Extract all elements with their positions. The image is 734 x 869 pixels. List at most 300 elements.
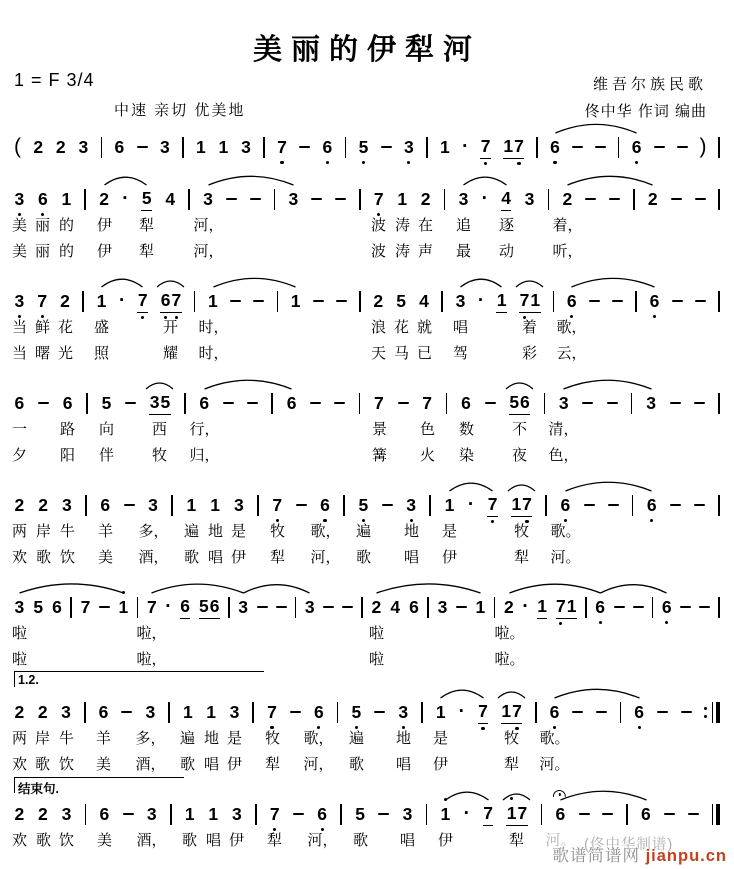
note xyxy=(458,188,469,210)
duration-dash xyxy=(381,146,392,149)
barline xyxy=(86,393,88,414)
lyric-syllable: 犁 xyxy=(513,549,530,566)
note-digit: 3 xyxy=(229,702,240,722)
lyric-syllable: 歌 xyxy=(34,756,51,773)
engraver-note: (佟中华制谱) xyxy=(584,837,674,853)
dash-stroke xyxy=(253,300,264,303)
lyric-syllable: 鲜 xyxy=(34,319,51,336)
barline xyxy=(585,597,587,618)
lyric-syllable: 歌 xyxy=(355,549,372,566)
note xyxy=(406,494,417,516)
duration-dash xyxy=(323,606,334,609)
note xyxy=(374,392,385,414)
augmentation-dot: · xyxy=(467,494,475,515)
note xyxy=(145,701,156,723)
music-system-3 xyxy=(11,267,720,365)
barline xyxy=(626,804,628,825)
duration-dash xyxy=(137,146,148,149)
slur-arc xyxy=(102,279,143,287)
note-digit: 6 xyxy=(461,393,471,413)
slur-arc xyxy=(146,383,173,389)
lyric-syllable: 牧 xyxy=(269,523,286,540)
octave-dot-low xyxy=(635,161,638,164)
dash-stroke xyxy=(223,402,234,405)
note xyxy=(203,188,214,210)
slur-arc xyxy=(214,278,296,287)
note-digit: 4 xyxy=(390,597,401,617)
barline-stroke xyxy=(84,189,86,210)
barline-stroke xyxy=(652,597,654,618)
note xyxy=(358,136,369,158)
note-digit: 5 xyxy=(358,494,369,516)
lyric-syllable: 唱 xyxy=(205,832,222,849)
note xyxy=(304,596,315,618)
lyric-syllable: 歌 xyxy=(35,832,52,849)
duration-dash xyxy=(657,711,668,714)
dash-stroke xyxy=(589,300,600,303)
note xyxy=(14,803,25,825)
barline-stroke xyxy=(252,702,254,723)
note xyxy=(646,494,657,516)
note xyxy=(595,596,606,618)
slur-tie-layer xyxy=(14,165,720,187)
duration-dash xyxy=(125,402,136,405)
lyric-syllable: 听， xyxy=(552,243,583,260)
note-digit: 6 xyxy=(649,290,660,312)
lyric-syllable: 云， xyxy=(556,345,587,362)
slur-arc xyxy=(516,281,543,287)
thick-stroke xyxy=(716,804,720,825)
note-digit: 6 xyxy=(99,804,110,824)
duration-dash xyxy=(677,146,688,149)
note-digit: 7 xyxy=(517,803,528,823)
dash-stroke xyxy=(398,402,409,405)
duration-dash xyxy=(230,300,241,303)
note xyxy=(14,494,25,516)
note-digit: 5 xyxy=(396,291,406,311)
note xyxy=(55,136,66,158)
slur-arc xyxy=(450,483,493,491)
lyric-syllable: 伊 xyxy=(96,217,113,234)
lyric-syllable: 彩 xyxy=(521,345,538,362)
barline-stroke xyxy=(535,702,537,723)
note-digit: 6 xyxy=(555,803,566,825)
duration-dash xyxy=(311,198,322,201)
note xyxy=(373,188,384,210)
dash-stroke xyxy=(596,711,607,714)
note-digit: 6 xyxy=(641,804,651,824)
barline-stroke xyxy=(194,291,196,312)
note xyxy=(37,701,48,723)
note-digit: 6 xyxy=(160,289,171,311)
note xyxy=(37,188,48,210)
barline xyxy=(631,393,633,414)
note-digit: 1 xyxy=(503,136,514,156)
dash-stroke xyxy=(299,146,310,149)
augmentation-dot: · xyxy=(119,290,126,311)
note xyxy=(195,136,206,158)
note xyxy=(646,392,657,414)
note xyxy=(475,596,486,618)
barline xyxy=(718,189,720,210)
dash-stroke xyxy=(699,606,710,609)
note xyxy=(159,136,170,158)
barline-stroke xyxy=(718,189,720,210)
lyric-syllable: 啦 xyxy=(11,625,28,642)
lyric-syllable: 岸 xyxy=(35,523,52,540)
note xyxy=(184,803,195,825)
lyric-syllable: 涛 xyxy=(394,243,411,260)
lyric-syllable: 欢 xyxy=(11,832,28,849)
lyric-syllable: 河。 xyxy=(545,832,576,849)
note-digit: 1 xyxy=(496,290,507,310)
note xyxy=(99,803,110,825)
note xyxy=(60,290,71,312)
augmentation-dot: · xyxy=(458,701,465,722)
note xyxy=(483,802,494,826)
barline-stroke xyxy=(295,597,297,618)
note-digit: 6 xyxy=(634,701,645,723)
dash-stroke xyxy=(378,813,389,816)
barline xyxy=(361,597,363,618)
dash-stroke xyxy=(671,198,682,201)
dash-stroke xyxy=(582,402,593,405)
barline xyxy=(553,291,555,312)
barline-stroke xyxy=(359,393,361,414)
note-digit: 3 xyxy=(406,494,417,516)
slur-tie-layer xyxy=(14,780,720,802)
lyric-syllable: 多， xyxy=(135,730,166,747)
dash-stroke xyxy=(614,606,625,609)
barline-stroke xyxy=(536,137,538,158)
octave-dot-low xyxy=(407,161,410,164)
note-digit: 3 xyxy=(238,597,248,617)
note xyxy=(511,493,532,517)
lyric-syllable: 歌 xyxy=(179,756,196,773)
barline xyxy=(228,597,230,618)
barline xyxy=(343,495,345,516)
lyric-syllable: 追 xyxy=(455,217,472,234)
tempo-marking: 中速 亲切 优美地 xyxy=(114,102,246,119)
note-digit: 6 xyxy=(317,803,328,825)
lyric-syllable: 啦 xyxy=(368,625,385,642)
dash-stroke xyxy=(310,402,321,405)
duration-dash xyxy=(485,402,496,405)
lyric-syllable: 牧 xyxy=(264,730,281,747)
lyric-syllable: 驾 xyxy=(452,345,469,362)
note xyxy=(641,803,652,825)
barline xyxy=(427,597,429,618)
dash-stroke xyxy=(123,813,134,816)
note-digit: 2 xyxy=(60,291,70,311)
notes-row xyxy=(14,700,720,724)
barline-stroke xyxy=(585,597,587,618)
barline xyxy=(359,189,361,210)
note-digit: 1 xyxy=(530,290,541,310)
duration-dash xyxy=(633,606,644,609)
note-digit: 3 xyxy=(78,137,89,157)
duration-dash xyxy=(680,606,691,609)
barline-stroke xyxy=(263,137,265,158)
lyric-syllable: 伊 xyxy=(432,756,449,773)
note-digit: 7 xyxy=(137,289,148,311)
barline-stroke xyxy=(70,597,72,618)
duration-dash xyxy=(695,300,706,303)
duration-dash xyxy=(579,813,590,816)
barline-stroke xyxy=(631,393,633,414)
lyric-syllable: 遍 xyxy=(179,730,196,747)
dash-stroke xyxy=(276,606,287,609)
note xyxy=(371,596,382,618)
dash-stroke xyxy=(609,198,620,201)
note-digit: 6 xyxy=(199,393,210,413)
barline-stroke xyxy=(544,393,546,414)
note-digit: 3 xyxy=(149,392,160,412)
barline-stroke xyxy=(184,393,186,414)
note-digit: 6 xyxy=(322,136,333,158)
barline xyxy=(426,804,428,825)
note xyxy=(409,596,420,618)
lyric-syllable: 耀 xyxy=(162,345,179,362)
lyric-syllable: 伊 xyxy=(230,549,247,566)
duration-dash xyxy=(313,300,324,303)
barline xyxy=(82,291,84,312)
lyric-syllable: 声 xyxy=(417,243,434,260)
duration-dash xyxy=(595,146,606,149)
dash-stroke xyxy=(633,606,644,609)
note xyxy=(33,136,44,158)
note xyxy=(519,289,540,313)
note-digit: 3 xyxy=(288,189,299,209)
note-digit: 5 xyxy=(160,392,171,412)
lyric-syllable: 岸 xyxy=(34,730,51,747)
note-digit: 4 xyxy=(501,188,511,208)
lyric-syllable: 马 xyxy=(393,345,410,362)
dash-stroke xyxy=(694,402,705,405)
note-digit: 4 xyxy=(419,291,429,311)
note xyxy=(313,701,324,723)
note-digit: 7 xyxy=(80,597,91,617)
thin-stroke xyxy=(712,702,714,723)
note-digit: 2 xyxy=(420,189,431,209)
barline-stroke xyxy=(635,291,637,312)
dash-stroke xyxy=(230,300,241,303)
notes-row xyxy=(14,187,720,211)
barline xyxy=(635,291,637,312)
dash-stroke xyxy=(124,504,135,507)
note-digit: 5 xyxy=(355,804,365,824)
dash-stroke xyxy=(125,402,136,405)
note xyxy=(524,188,535,210)
barline-stroke xyxy=(85,804,87,825)
lyric-syllable: 伊 xyxy=(228,832,245,849)
note-digit: 3 xyxy=(159,137,170,157)
slur-arc xyxy=(556,124,637,133)
lyric-syllable: 美 xyxy=(97,549,114,566)
lyric-syllable: 最 xyxy=(455,243,472,260)
dash-stroke xyxy=(137,146,148,149)
lyric-syllable: 的 xyxy=(58,243,75,260)
note-digit: 2 xyxy=(504,597,514,617)
augmentation-dot: · xyxy=(481,188,488,209)
duration-dash xyxy=(608,504,619,507)
duration-dash xyxy=(336,300,347,303)
note-digit: 3 xyxy=(14,188,25,210)
barline xyxy=(632,495,634,516)
thin-stroke xyxy=(712,804,714,825)
note xyxy=(397,188,408,210)
slur-tie-layer xyxy=(14,471,720,493)
duration-dash xyxy=(694,402,705,405)
lyric-syllable: 遍 xyxy=(355,523,372,540)
duration-dash xyxy=(382,504,393,507)
duration-dash xyxy=(572,146,583,149)
lyrics-row-2 xyxy=(11,240,720,263)
note-digit: 3 xyxy=(646,393,656,413)
note xyxy=(160,289,181,313)
barline xyxy=(255,804,257,825)
lyric-syllable: 河， xyxy=(193,243,224,260)
lyric-syllable: 美 xyxy=(96,832,113,849)
augmentation-dot: · xyxy=(463,803,470,824)
lyric-syllable: 波 xyxy=(370,217,387,234)
barline xyxy=(277,291,279,312)
barline-stroke xyxy=(545,495,547,516)
note xyxy=(562,188,573,210)
barline xyxy=(718,291,720,312)
note xyxy=(146,803,157,825)
note-digit: 7 xyxy=(556,595,567,617)
barline xyxy=(541,804,543,825)
note xyxy=(114,136,125,158)
fermata-icon xyxy=(553,790,566,797)
note xyxy=(509,391,530,415)
barline-stroke xyxy=(553,291,555,312)
note xyxy=(238,596,249,618)
barline-stroke xyxy=(620,702,622,723)
lyric-syllable: 歌 xyxy=(348,756,365,773)
lyric-syllable: 唱 xyxy=(403,549,420,566)
lyric-syllable: 涛 xyxy=(394,217,411,234)
note xyxy=(358,494,369,516)
barline xyxy=(544,393,546,414)
music-system-6 xyxy=(11,573,720,671)
note xyxy=(208,290,219,312)
note xyxy=(14,392,25,414)
notes-row xyxy=(14,391,720,415)
note xyxy=(461,392,472,414)
note-digit: 6 xyxy=(114,137,125,157)
barline-stroke xyxy=(228,597,230,618)
watermark-site-name: 歌谱简谱网 xyxy=(552,847,640,865)
music-system-1 xyxy=(14,113,720,159)
lyric-syllable: 动 xyxy=(498,243,515,260)
lyric-syllable: 犁 xyxy=(508,832,525,849)
lyric-syllable: 当 xyxy=(11,319,28,336)
slur-arc xyxy=(601,585,667,593)
barline-stroke xyxy=(337,702,339,723)
lyric-syllable: 多， xyxy=(138,523,169,540)
music-system-2 xyxy=(11,165,720,263)
dash-stroke xyxy=(572,146,583,149)
lyric-syllable: 地 xyxy=(207,523,224,540)
slur-arc xyxy=(503,794,530,800)
note-digit: 7 xyxy=(480,135,491,157)
barline xyxy=(184,393,186,414)
lyric-syllable: 景 xyxy=(371,421,388,438)
slur-arc xyxy=(209,176,294,185)
barline xyxy=(718,495,720,516)
note-digit: 6 xyxy=(595,596,606,618)
lyric-syllable: 河。 xyxy=(550,549,581,566)
note-digit: 1 xyxy=(96,291,107,311)
lyric-syllable: 牧 xyxy=(151,447,168,464)
note xyxy=(98,701,109,723)
lyric-syllable: 归， xyxy=(189,447,220,464)
barline xyxy=(633,189,635,210)
barline-stroke xyxy=(618,137,620,158)
slur-arc xyxy=(461,279,502,287)
note-digit: 6 xyxy=(100,495,111,515)
duration-dash xyxy=(699,606,710,609)
note-digit: 1 xyxy=(195,137,206,157)
note xyxy=(437,596,448,618)
slur-arc xyxy=(20,584,124,593)
lyric-syllable: 路 xyxy=(59,421,76,438)
duration-dash xyxy=(607,402,618,405)
slur-arc xyxy=(566,482,652,491)
barline-stroke xyxy=(441,291,443,312)
note-digit: 6 xyxy=(566,290,577,312)
duration-dash xyxy=(124,504,135,507)
lyric-syllable: 不 xyxy=(511,421,528,438)
slur-arc xyxy=(464,177,507,185)
note xyxy=(355,803,366,825)
song-source: 维吾尔族民歌 xyxy=(592,76,707,93)
note-digit: 7 xyxy=(269,803,280,825)
note-digit: 7 xyxy=(373,188,384,210)
lyric-syllable: 唱 xyxy=(399,832,416,849)
duration-dash xyxy=(582,402,593,405)
lyric-syllable: 酒， xyxy=(136,832,167,849)
duration-dash xyxy=(609,198,620,201)
note xyxy=(137,289,148,313)
note-digit: 7 xyxy=(146,597,157,617)
duration-dash xyxy=(688,813,699,816)
lyric-syllable: 两 xyxy=(11,523,28,540)
barline xyxy=(618,137,620,158)
lyric-syllable: 开 xyxy=(162,319,179,336)
dash-stroke xyxy=(607,402,618,405)
barline xyxy=(548,189,550,210)
barline-stroke xyxy=(340,804,342,825)
barline-stroke xyxy=(359,291,361,312)
barline xyxy=(168,702,170,723)
dash-stroke xyxy=(311,198,322,201)
dash-stroke xyxy=(250,198,261,201)
lyric-syllable: 已 xyxy=(416,345,433,362)
augmentation-dot: · xyxy=(522,596,529,617)
note-digit: 1 xyxy=(444,495,455,515)
barline-stroke xyxy=(446,393,448,414)
note-digit: 1 xyxy=(440,137,450,157)
lyrics-row-1 xyxy=(11,418,720,441)
dash-stroke xyxy=(664,813,675,816)
duration-dash xyxy=(38,402,49,405)
barline xyxy=(444,189,446,210)
note xyxy=(165,188,176,210)
note xyxy=(322,136,333,158)
